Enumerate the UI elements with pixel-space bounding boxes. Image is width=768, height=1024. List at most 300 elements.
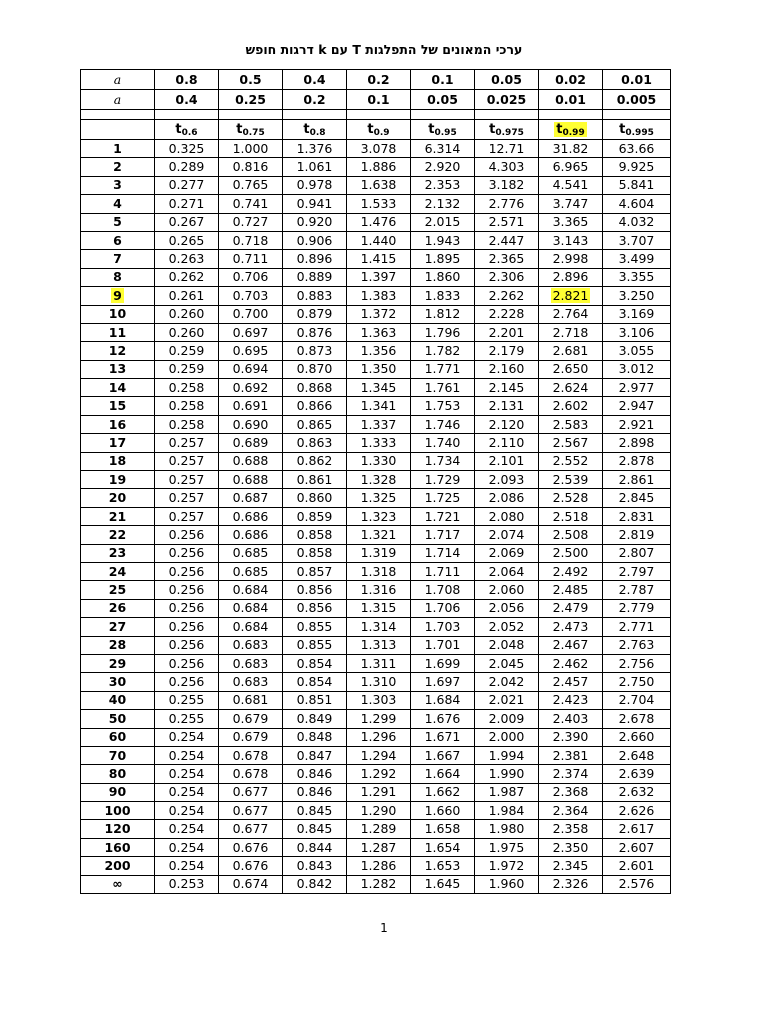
df-value: 26 [108, 600, 127, 616]
table-row [81, 305, 671, 323]
value-cell [155, 746, 219, 764]
df-value: ∞ [112, 876, 123, 892]
value-cell [411, 820, 475, 838]
value-cell [219, 875, 283, 893]
value-cell [283, 471, 347, 489]
value-cell [283, 158, 347, 176]
critical-value: 2.617 [618, 821, 655, 837]
value-cell [219, 140, 283, 158]
critical-value: 1.987 [488, 784, 525, 800]
critical-value: 0.862 [296, 453, 333, 469]
critical-value: 2.552 [552, 453, 589, 469]
value-cell [347, 140, 411, 158]
value-cell [219, 728, 283, 746]
critical-value: 1.796 [424, 324, 461, 340]
df-value: 8 [113, 269, 122, 285]
value-cell [539, 140, 603, 158]
value-cell [347, 452, 411, 470]
value-cell [283, 213, 347, 231]
critical-value: 2.898 [618, 434, 655, 450]
df-cell [81, 158, 155, 176]
critical-value: 0.677 [232, 802, 269, 818]
df-cell [81, 231, 155, 249]
critical-value: 2.861 [618, 471, 655, 487]
value-cell [603, 599, 671, 617]
critical-value: 1.287 [360, 839, 397, 855]
value-cell [475, 562, 539, 580]
value-cell [155, 673, 219, 691]
critical-value: 0.861 [296, 471, 333, 487]
value-cell [347, 728, 411, 746]
df-header-cell [81, 120, 155, 140]
value-cell [411, 654, 475, 672]
value-cell [155, 728, 219, 746]
critical-value: 2.920 [424, 159, 461, 175]
critical-value: 0.687 [232, 490, 269, 506]
critical-value: 0.866 [296, 398, 333, 414]
t-symbol: t [367, 121, 374, 137]
critical-value: 1.994 [488, 747, 525, 763]
critical-value: 1.282 [360, 876, 397, 892]
value-cell [475, 636, 539, 654]
value-cell [539, 213, 603, 231]
critical-value: 0.883 [296, 287, 333, 303]
t-header-label [303, 122, 325, 137]
critical-value: 63.66 [618, 140, 655, 156]
value-cell [155, 562, 219, 580]
value-cell [155, 581, 219, 599]
value-cell [219, 360, 283, 378]
df-value: 70 [108, 747, 127, 763]
critical-value: 2.771 [618, 618, 655, 634]
df-cell [81, 802, 155, 820]
alpha-value-cell: 0.2 [283, 90, 347, 110]
critical-value: 0.683 [232, 637, 269, 653]
value-cell [475, 820, 539, 838]
critical-value: 2.069 [488, 545, 525, 561]
df-value: 14 [108, 379, 127, 395]
critical-value: 0.257 [168, 508, 205, 524]
df-value: 100 [104, 802, 131, 818]
t-header-label [554, 122, 586, 137]
value-cell [475, 618, 539, 636]
t-symbol: t [556, 121, 563, 137]
critical-value: 1.711 [424, 563, 461, 579]
critical-value: 2.060 [488, 582, 525, 598]
df-value: 23 [108, 545, 127, 561]
critical-value: 3.365 [552, 214, 589, 230]
critical-value: 0.865 [296, 416, 333, 432]
critical-value: 2.365 [488, 251, 525, 267]
critical-value: 0.254 [168, 857, 205, 873]
critical-value: 2.571 [488, 214, 525, 230]
critical-value: 0.256 [168, 618, 205, 634]
critical-value: 0.690 [232, 416, 269, 432]
critical-value: 1.782 [424, 342, 461, 358]
critical-value: 2.787 [618, 582, 655, 598]
value-cell [603, 581, 671, 599]
critical-value: 2.000 [488, 729, 525, 745]
value-cell [347, 250, 411, 268]
value-cell [219, 323, 283, 341]
table-row [81, 360, 671, 378]
critical-value: 1.699 [424, 655, 461, 671]
critical-value: 1.319 [360, 545, 397, 561]
value-cell [283, 489, 347, 507]
critical-value: 1.311 [360, 655, 397, 671]
table-row [81, 765, 671, 783]
value-cell [283, 618, 347, 636]
critical-value: 3.499 [618, 251, 655, 267]
critical-value: 1.734 [424, 453, 461, 469]
critical-value: 0.679 [232, 710, 269, 726]
value-cell [347, 471, 411, 489]
value-cell [603, 636, 671, 654]
critical-value: 1.725 [424, 490, 461, 506]
critical-value: 1.972 [488, 857, 525, 873]
critical-value: 0.258 [168, 398, 205, 414]
df-cell [81, 618, 155, 636]
value-cell [155, 636, 219, 654]
value-cell [475, 287, 539, 305]
value-cell [347, 287, 411, 305]
value-cell [283, 176, 347, 194]
critical-value: 1.662 [424, 784, 461, 800]
value-cell [155, 195, 219, 213]
value-cell [155, 305, 219, 323]
critical-value: 3.182 [488, 177, 525, 193]
critical-value: 2.583 [552, 416, 589, 432]
critical-value: 2.776 [488, 195, 525, 211]
critical-value: 1.330 [360, 453, 397, 469]
df-value: 11 [108, 324, 127, 340]
critical-value: 6.314 [424, 140, 461, 156]
alpha-value-cell: 0.005 [603, 90, 671, 110]
table-row [81, 636, 671, 654]
table-row [81, 783, 671, 801]
value-cell [603, 434, 671, 452]
t-symbol: t [619, 121, 626, 137]
value-cell [283, 434, 347, 452]
critical-value: 2.080 [488, 508, 525, 524]
critical-value: 1.658 [424, 821, 461, 837]
value-cell [219, 562, 283, 580]
critical-value: 1.714 [424, 545, 461, 561]
df-cell [81, 838, 155, 856]
critical-value: 2.485 [552, 582, 589, 598]
value-cell [411, 489, 475, 507]
critical-value: 2.423 [552, 692, 589, 708]
critical-value: 2.462 [552, 655, 589, 671]
critical-value: 2.878 [618, 453, 655, 469]
df-cell [81, 654, 155, 672]
critical-value: 2.120 [488, 416, 525, 432]
value-cell [475, 379, 539, 397]
value-cell [475, 213, 539, 231]
critical-value: 1.286 [360, 857, 397, 873]
value-cell [411, 471, 475, 489]
critical-value: 0.873 [296, 342, 333, 358]
df-cell [81, 360, 155, 378]
value-cell [603, 746, 671, 764]
critical-value: 3.169 [618, 306, 655, 322]
critical-value: 1.318 [360, 563, 397, 579]
value-cell [539, 305, 603, 323]
df-value: 19 [108, 471, 127, 487]
critical-value: 0.876 [296, 324, 333, 340]
value-cell [539, 452, 603, 470]
value-cell [155, 415, 219, 433]
critical-value: 1.533 [360, 195, 397, 211]
df-cell [81, 268, 155, 286]
critical-value: 2.145 [488, 379, 525, 395]
value-cell [155, 618, 219, 636]
alpha-value-cell: 0.05 [475, 70, 539, 90]
critical-value: 1.325 [360, 490, 397, 506]
value-cell [475, 838, 539, 856]
critical-value: 0.260 [168, 324, 205, 340]
value-cell [283, 765, 347, 783]
df-value: 50 [108, 710, 127, 726]
value-cell [539, 250, 603, 268]
critical-value: 2.015 [424, 214, 461, 230]
value-cell [155, 820, 219, 838]
critical-value: 0.683 [232, 655, 269, 671]
value-cell [411, 636, 475, 654]
critical-value: 0.678 [232, 747, 269, 763]
value-cell [347, 875, 411, 893]
value-cell [155, 654, 219, 672]
critical-value: 1.638 [360, 177, 397, 193]
value-cell [411, 250, 475, 268]
value-cell [603, 415, 671, 433]
value-cell [475, 434, 539, 452]
critical-value: 0.256 [168, 545, 205, 561]
critical-value: 0.277 [168, 177, 205, 193]
value-cell [539, 710, 603, 728]
alpha-value-cell: 0.01 [603, 70, 671, 90]
critical-value: 2.306 [488, 269, 525, 285]
value-cell [411, 305, 475, 323]
critical-value: 1.860 [424, 269, 461, 285]
critical-value: 2.052 [488, 618, 525, 634]
value-cell [219, 195, 283, 213]
critical-value: 1.886 [360, 159, 397, 175]
value-cell [603, 250, 671, 268]
critical-value: 0.856 [296, 600, 333, 616]
value-cell [347, 599, 411, 617]
value-cell [603, 323, 671, 341]
critical-value: 1.376 [296, 140, 333, 156]
critical-value: 1.684 [424, 692, 461, 708]
t-subscript: 0.95 [434, 127, 457, 138]
value-cell [155, 599, 219, 617]
value-cell [155, 158, 219, 176]
critical-value: 2.681 [552, 342, 589, 358]
critical-value: 2.403 [552, 710, 589, 726]
critical-value: 1.350 [360, 361, 397, 377]
value-cell [347, 581, 411, 599]
value-cell [283, 544, 347, 562]
value-cell [603, 471, 671, 489]
critical-value: 0.263 [168, 251, 205, 267]
critical-value: 2.807 [618, 545, 655, 561]
value-cell [603, 544, 671, 562]
value-cell [475, 158, 539, 176]
df-value: 15 [108, 398, 127, 414]
value-cell [411, 195, 475, 213]
critical-value: 2.764 [552, 306, 589, 322]
critical-value: 1.328 [360, 471, 397, 487]
value-cell [475, 507, 539, 525]
t-header-row [81, 120, 671, 140]
value-cell [603, 489, 671, 507]
critical-value: 0.257 [168, 471, 205, 487]
critical-value: 3.055 [618, 342, 655, 358]
critical-value: 2.947 [618, 398, 655, 414]
value-cell [603, 654, 671, 672]
value-cell [283, 728, 347, 746]
critical-value: 0.906 [296, 232, 333, 248]
value-cell [155, 231, 219, 249]
critical-value: 2.819 [618, 526, 655, 542]
value-cell [283, 654, 347, 672]
value-cell [539, 673, 603, 691]
critical-value: 0.256 [168, 600, 205, 616]
value-cell [347, 379, 411, 397]
value-cell [411, 783, 475, 801]
value-cell [283, 599, 347, 617]
critical-value: 1.363 [360, 324, 397, 340]
critical-value: 2.567 [552, 434, 589, 450]
critical-value: 2.607 [618, 839, 655, 855]
value-cell [603, 875, 671, 893]
critical-value: 2.467 [552, 637, 589, 653]
critical-value: 2.064 [488, 563, 525, 579]
critical-value: 2.921 [618, 416, 655, 432]
value-cell [539, 507, 603, 525]
value-cell [155, 544, 219, 562]
df-cell [81, 544, 155, 562]
critical-value: 2.779 [618, 600, 655, 616]
table-row [81, 287, 671, 305]
critical-value: 2.262 [488, 287, 525, 303]
df-cell [81, 636, 155, 654]
critical-value: 1.943 [424, 232, 461, 248]
critical-value: 0.700 [232, 306, 269, 322]
t-header-cell [283, 120, 347, 140]
df-value: 4 [113, 195, 122, 211]
value-cell [155, 783, 219, 801]
critical-value: 1.664 [424, 765, 461, 781]
critical-value: 2.704 [618, 692, 655, 708]
critical-value: 0.259 [168, 342, 205, 358]
value-cell [539, 838, 603, 856]
table-row [81, 802, 671, 820]
t-header-cell [539, 120, 603, 140]
value-cell [539, 544, 603, 562]
critical-value: 0.325 [168, 140, 205, 156]
critical-value: 0.258 [168, 416, 205, 432]
critical-value: 1.990 [488, 765, 525, 781]
value-cell [475, 691, 539, 709]
critical-value: 2.821 [552, 287, 589, 303]
critical-value: 0.678 [232, 765, 269, 781]
value-cell [155, 489, 219, 507]
value-cell [603, 158, 671, 176]
value-cell [219, 783, 283, 801]
value-cell [219, 452, 283, 470]
table-row [81, 140, 671, 158]
value-cell [603, 820, 671, 838]
critical-value: 0.718 [232, 232, 269, 248]
table-row [81, 875, 671, 893]
value-cell [347, 673, 411, 691]
value-cell [411, 140, 475, 158]
value-cell [283, 875, 347, 893]
value-cell [411, 379, 475, 397]
critical-value: 2.042 [488, 674, 525, 690]
critical-value: 1.654 [424, 839, 461, 855]
value-cell [411, 673, 475, 691]
critical-value: 2.350 [552, 839, 589, 855]
table-row [81, 195, 671, 213]
critical-value: 1.356 [360, 342, 397, 358]
value-cell [603, 618, 671, 636]
value-cell [539, 195, 603, 213]
df-cell [81, 691, 155, 709]
value-cell [603, 176, 671, 194]
df-value: 13 [108, 361, 127, 377]
critical-value: 0.845 [296, 821, 333, 837]
critical-value: 1.337 [360, 416, 397, 432]
critical-value: 1.984 [488, 802, 525, 818]
t-header-cell [603, 120, 671, 140]
value-cell [411, 415, 475, 433]
critical-value: 1.771 [424, 361, 461, 377]
value-cell [155, 802, 219, 820]
critical-value: 0.685 [232, 563, 269, 579]
value-cell [603, 379, 671, 397]
value-cell [219, 746, 283, 764]
critical-value: 0.857 [296, 563, 333, 579]
critical-value: 1.833 [424, 287, 461, 303]
critical-value: 0.677 [232, 784, 269, 800]
alpha-value-cell: 0.4 [155, 90, 219, 110]
df-cell [81, 820, 155, 838]
value-cell [539, 765, 603, 783]
critical-value: 1.292 [360, 765, 397, 781]
critical-value: 0.684 [232, 618, 269, 634]
value-cell [155, 434, 219, 452]
value-cell [219, 599, 283, 617]
critical-value: 0.695 [232, 342, 269, 358]
critical-value: 2.601 [618, 857, 655, 873]
critical-value: 1.980 [488, 821, 525, 837]
critical-value: 1.667 [424, 747, 461, 763]
critical-value: 2.009 [488, 710, 525, 726]
critical-value: 0.847 [296, 747, 333, 763]
critical-value: 0.978 [296, 177, 333, 193]
value-cell [219, 507, 283, 525]
critical-value: 0.941 [296, 195, 333, 211]
critical-value: 4.032 [618, 214, 655, 230]
t-symbol: t [489, 121, 496, 137]
alpha-value-cell: 0.02 [539, 70, 603, 90]
value-cell [219, 250, 283, 268]
alpha-value-cell: 0.5 [219, 70, 283, 90]
value-cell [475, 765, 539, 783]
